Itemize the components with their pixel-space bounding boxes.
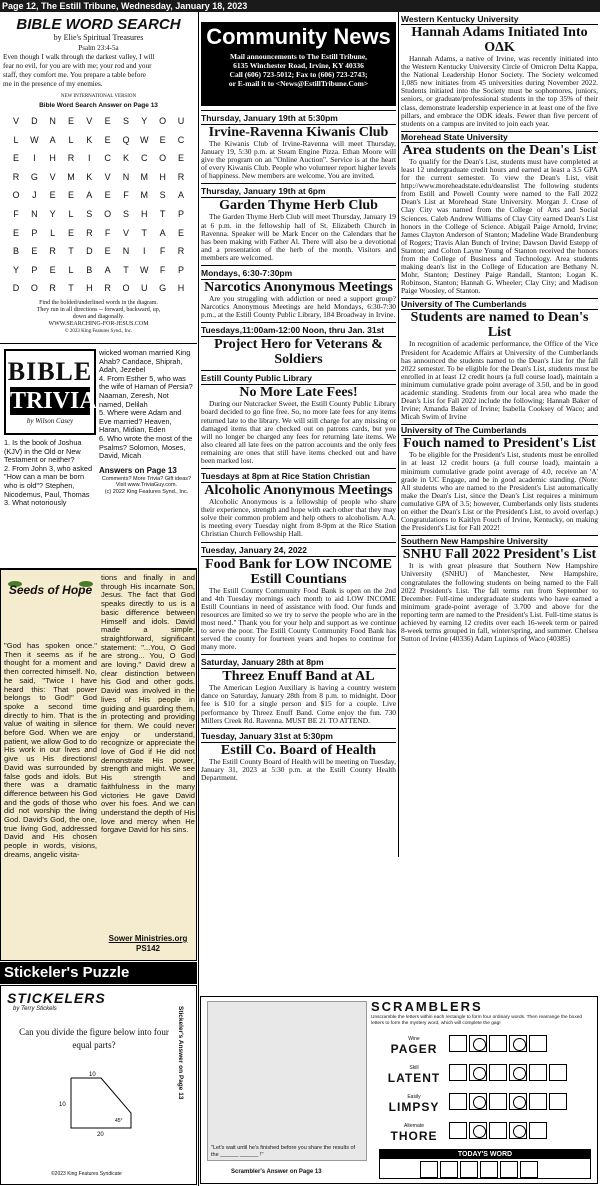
todays-word-label: TODAY'S WORD xyxy=(380,1150,590,1159)
todays-word xyxy=(379,1149,591,1179)
college-article xyxy=(401,131,598,296)
word-search-cell: A xyxy=(159,227,166,238)
college-school: Morehead State University xyxy=(401,131,508,142)
scrambler-label: Skill xyxy=(409,1064,419,1071)
word-search-cell: I xyxy=(143,246,146,257)
scrambler-label: Easily xyxy=(407,1093,421,1100)
word-search-row xyxy=(8,224,189,243)
word-search-cell: M xyxy=(140,171,149,182)
mail-line: Mail announcements to The Estill Tribune, xyxy=(229,52,368,61)
word-search-cell: V xyxy=(86,116,93,126)
word-search-cell: E xyxy=(12,227,19,238)
word-search-cell: L xyxy=(13,134,19,145)
trivia-left-questions xyxy=(4,439,96,508)
word-search-row xyxy=(8,168,189,187)
stickelers-byline: by Terry Stickels xyxy=(13,1006,57,1012)
verse-text xyxy=(0,53,197,89)
word-search-byline: by Elie's Spiritual Treasures xyxy=(53,33,144,42)
college-title: Area students on the Dean's List xyxy=(402,142,597,158)
footer-line: WWW.SEARCHING-FOR-JESUS.COM xyxy=(48,320,149,327)
article-body: The American Legion Auxiliary is having a country western dance on Saturday, January 28th from 8 p.m. to midnight. Door fee is $10 for a single person and $15 for a couple. Live performance by Threez Enuff Band. Come enjoy the fun. 730 Millers Creek Rd. Ravenna. MUST BE 21 TO ATTEND. xyxy=(201,683,396,725)
word-search-cell: Q xyxy=(122,134,130,145)
word-search-cell: Y xyxy=(141,116,148,126)
trivia-answers-note: Answers on Page 13 xyxy=(99,465,177,475)
article-title: Threez Enuff Band at AL xyxy=(201,668,396,684)
puzzle-copyright: ©2023 King Features Syndicate xyxy=(51,1171,122,1177)
word-search-cell: H xyxy=(159,171,166,182)
word-search-cell: B xyxy=(12,246,19,257)
word-search-cell: E xyxy=(104,190,111,201)
word-search-cell: R xyxy=(12,171,20,182)
community-items xyxy=(201,110,396,785)
word-search-cell: F xyxy=(159,246,166,257)
scramblers-instructions: Unscramble the letters within each rectangle to form four ordinary words. Then rearrange the boxed letters to form the mystery word, which will complete the gag! xyxy=(371,1015,583,1026)
word-search-cell: E xyxy=(67,116,74,126)
word-search-cell: G xyxy=(30,171,38,182)
word-search-cell: G xyxy=(159,283,167,294)
scramblers-caption: "Let's wait until he's finished before you share the results of the ______ ______ !" xyxy=(211,1145,356,1158)
article-when: Thursday, January 19th at 6pm xyxy=(201,186,326,197)
word-search-cell: E xyxy=(49,190,56,201)
word-search-cell: R xyxy=(177,246,185,257)
trivia-byline: by Wilson Casey xyxy=(26,417,74,425)
verse-line: Even though I walk through the darkest valley, I will xyxy=(3,53,155,61)
mail-line: Call (606) 723-5012; Fax to (606) 723-2743; xyxy=(229,70,368,79)
word-search-cell: K xyxy=(86,134,93,145)
word-search-cell: E xyxy=(177,153,184,164)
word-search-cell: N xyxy=(122,171,130,182)
article-title: Alcoholic Anonymous Meetings xyxy=(201,482,396,498)
word-search-cell: N xyxy=(49,116,56,126)
college-article xyxy=(401,14,598,128)
community-article xyxy=(201,110,396,180)
article-title: Garden Thyme Herb Club xyxy=(201,197,396,213)
scramblers-cartoon xyxy=(207,1001,367,1161)
college-title: Fouch named to President's List xyxy=(401,435,598,451)
word-search-cell: E xyxy=(31,246,38,257)
word-search-cell: V xyxy=(49,171,56,182)
footer-line: They run in all directions -- forward, backward, up, xyxy=(36,306,161,313)
word-search-row xyxy=(8,131,189,150)
word-search-cell: S xyxy=(86,208,93,219)
word-search-cell: A xyxy=(104,264,111,275)
article-body: Are you struggling with addiction or need a support group? Narcotics Anonymous Meetings are held Mondays, 6:30-7:30 p.m., at the Estill County Public Library, 184 Broadway in Irvine. xyxy=(201,294,396,320)
word-search-cell: P xyxy=(177,208,184,219)
footer-line: Find the bolded/underlined words in the diagram. xyxy=(39,299,158,306)
trivia-right-questions xyxy=(99,349,194,496)
college-title: SNHU Fall 2022 President's List xyxy=(402,547,597,563)
word-search-cell: H xyxy=(141,208,148,219)
word-search-cell: S xyxy=(159,190,166,201)
word-search-row xyxy=(8,149,189,168)
word-search-cell: H xyxy=(177,283,185,294)
seeds-footer-link: Sower Ministries.org xyxy=(108,934,188,943)
college-school: Southern New Hampshire University xyxy=(401,536,548,547)
dim-left: 10 xyxy=(59,1102,66,1108)
trivia-logo-top: BIBLE xyxy=(7,357,93,386)
community-article xyxy=(201,728,396,782)
word-search-cell: A xyxy=(86,190,93,201)
word-search-cell: O xyxy=(104,208,112,219)
article-title: Narcotics Anonymous Meetings xyxy=(201,279,396,295)
trivia-question: 6. Who wrote the most of the Psalms? Solomon, Moses, David, Micah xyxy=(99,433,193,461)
article-title: Food Bank for LOW INCOME Estill Countians xyxy=(201,556,396,587)
footer-line: down and diagonally. xyxy=(72,313,125,320)
word-search-cell: P xyxy=(31,264,38,275)
community-mail xyxy=(201,52,396,88)
word-search-cell: L xyxy=(68,134,74,145)
seeds-col2: tions and finally in and through His incarnate Son, Jesus. The fact that God speaks directly to us is a basic difference between Himself and idols. David made a simple, straightforward, significant statement: "...You, O God are strong... You, O God are loving." David drew a clear distinction between his God and other gods. David was involved in the lives of His people in guiding and guarding them, in protecting and providing for them. We could never enjoy or understand, recognize or appreciate the love of God if He did not demonstrate His power, strength and might. We see His strength and faithfulness in the many victories He gave David over his foes. And we can understand the depth of His love and mercy when He forgave David for his sins. xyxy=(101,573,195,835)
word-search-cell: S xyxy=(122,208,129,219)
verse-line: me in the presence of my enemies. xyxy=(3,80,103,88)
puzzle-figure xyxy=(51,1068,151,1138)
word-search-cell: D xyxy=(12,283,20,294)
word-search-cell: V xyxy=(104,171,111,182)
scrambler-answer-boxes[interactable] xyxy=(449,1093,569,1115)
word-search-cell: J xyxy=(32,190,37,201)
word-search-cell: N xyxy=(122,246,130,257)
stickelers-logo: STICKELERS xyxy=(7,990,106,1006)
word-search-row xyxy=(8,242,189,261)
scrambler-word-row xyxy=(379,1089,594,1118)
scramblers-words xyxy=(379,1031,594,1147)
word-search-cell: E xyxy=(49,264,56,275)
scrambler-word: PAGER xyxy=(390,1041,438,1056)
answer-note: Bible Word Search Answer on Page 13 xyxy=(39,102,158,109)
article-body: Alcoholic Anonymous is a fellowship of people who share their experience, strength and hope with each other that they may solve their common problem and help others to alcoholism. A.A. is meeting every Tuesday night from 8-9pm at the Rice Station Christian Church Fellowship Hall. xyxy=(201,497,396,539)
word-search-cell: L xyxy=(50,227,56,238)
word-search-cell: U xyxy=(141,283,148,294)
scramblers xyxy=(200,996,598,1184)
article-when: Tuesdays at 8pm at Rice Station Christian xyxy=(201,471,370,482)
scrambler-word-row xyxy=(379,1031,594,1060)
word-search-cell: F xyxy=(104,227,111,238)
word-search-cell: S xyxy=(122,116,129,126)
word-search-cell: T xyxy=(68,246,74,257)
verse-ref: Psalm 23:4-5a xyxy=(78,44,119,52)
word-search-cell: W xyxy=(30,134,39,145)
mail-line: 6135 Winchester Road, Irvine, KY 40336 xyxy=(233,61,364,70)
word-search-cell: A xyxy=(177,190,184,201)
word-search-cell: O xyxy=(12,190,20,201)
word-search-row xyxy=(8,279,189,298)
scrambler-label: Wine xyxy=(408,1035,420,1042)
puzzle-answer-note: Stickeler's Answer on Page 13 xyxy=(177,1006,184,1100)
word-search-cell: D xyxy=(86,246,93,257)
trivia-copyright: (c) 2022 King Features Synd., Inc. xyxy=(104,488,189,495)
word-search-row xyxy=(8,112,189,131)
word-search-cell: W xyxy=(140,264,149,275)
word-search-row xyxy=(8,186,189,205)
scrambler-word: THORE xyxy=(390,1128,438,1143)
community-title: Community News xyxy=(206,24,391,49)
dim-angle: 45° xyxy=(115,1118,123,1124)
college-school: University of The Cumberlands xyxy=(401,299,527,310)
trivia-question: 4. From Esther 5, who was the wife of Haman of Persia? Naaman, Zeresh, Not named, Delilah xyxy=(99,373,193,409)
word-search-cell: C xyxy=(141,153,148,164)
word-search-cell: O xyxy=(30,283,38,294)
word-search-cell: H xyxy=(86,283,93,294)
trivia-logo xyxy=(4,349,96,435)
word-search-cell: Y xyxy=(49,208,56,219)
trivia-question: 3. What notoriously xyxy=(4,498,67,508)
word-search-footer xyxy=(0,300,197,328)
word-search-cell: R xyxy=(49,246,56,257)
article-when: Mondays, 6:30-7:30pm xyxy=(201,268,293,279)
page-header: Page 12, The Estill Tribune, Wednesday, January 18, 2023 xyxy=(0,0,600,12)
word-search-cell: B xyxy=(86,264,93,275)
word-search-title: BIBLE WORD SEARCH xyxy=(16,16,181,33)
article-when: Thursday, January 19th at 5:30pm xyxy=(201,113,338,123)
word-search-cell: P xyxy=(31,227,38,238)
word-search-cell: R xyxy=(177,171,185,182)
article-title: No More Late Fees! xyxy=(201,384,396,400)
college-body: Hannah Adams, a native of Irvine, was recently initiated into the Western Kentucky University Circle of Omicron Delta Kappa, the National Leadership Honor Society. The Society welcomed 1,085 new initiates from 45 universities during November 2022. Students initiated into the Society must be sophomores, juniors, seniors, or graduate/professional students in the top 35% of their class, demonstrate leadership experience in at least one of the five pillars, and embrace the ODK ideals. Fewer than five percent of students on a campus are invited to join each year. xyxy=(401,54,598,128)
word-search-row xyxy=(8,205,189,224)
seeds-footer xyxy=(101,934,195,954)
word-search-cell: K xyxy=(86,171,93,182)
word-search-cell: V xyxy=(12,116,19,126)
word-search-cell: N xyxy=(31,208,38,219)
article-when: Estill County Public Library xyxy=(201,373,312,384)
word-search-copyright: © 2023 King Features Synd., Inc. xyxy=(64,328,133,334)
scramblers-title: SCRAMBLERS xyxy=(371,999,483,1014)
seeds-code: PS142 xyxy=(135,944,161,953)
trivia-question: 2. From John 3, who asked "How can a man be born who is old"? Stephen, Nicodemus, Paul, Thomas xyxy=(4,463,93,499)
trivia-promo: Comments? More Trivia? Gift ideas? Visit www.TriviaGuy.com. xyxy=(101,475,192,489)
article-title: Estill Co. Board of Health xyxy=(201,742,396,758)
word-search-cell: O xyxy=(122,283,130,294)
mail-line: or E-mail it to <News@EstillTribune.Com> xyxy=(228,79,369,88)
word-search-cell: H xyxy=(49,153,56,164)
word-search-cell: I xyxy=(88,153,91,164)
word-search-grid xyxy=(0,112,197,298)
word-search-cell: R xyxy=(86,227,93,238)
article-title: Irvine-Ravenna Kiwanis Club xyxy=(201,124,396,140)
community-article xyxy=(201,183,396,262)
word-search-cell: L xyxy=(68,264,74,275)
college-title: Hannah Adams Initiated Into OΔK xyxy=(401,24,598,55)
word-search-cell: L xyxy=(68,208,74,219)
word-search-cell: M xyxy=(140,190,149,201)
article-body: The Garden Thyme Herb Club will meet Thursday, January 19 at 6 p.m. in the fellowship hall of St. Elizabeth Church in Ravenna. Speaker will be Mark Encer on the Calendars that he has been making with Father Al. There will also be a devotional and a presentation of the herb of the month. Visitors and members are welcomed. xyxy=(201,212,396,262)
trivia-question: 5. Where were Adam and Eve married? Heaven, Haran, Midian, Eden xyxy=(99,408,182,435)
word-search-cell: R xyxy=(104,283,111,294)
word-search-cell: Y xyxy=(12,264,19,275)
article-body: The Estill County Community Food Bank is open on the 2nd and 4th Tuesday mornings each month to aid LOW INCOME Estill Countians in need of assistance with food. Our funds and resources are limited so we try to serve the people who are in the most need." Thank you for your help and support as we continue to serve the poor. The Estill County Community Food Bank has served the county for fourteen years and hopes to continue for many more. xyxy=(201,585,396,652)
word-search-cell: E xyxy=(12,153,19,164)
word-search-cell: F xyxy=(159,264,166,275)
word-search-cell: W xyxy=(140,134,149,145)
word-search-cell: E xyxy=(67,190,74,201)
seeds-col1: "God has spoken once." Then it seems as if he thought for a moment and then corrected himself. No, he said, "Twice I have heard this: That power belongs to God!" God spoke a second time directly to him. That is the value of waiting in silence before God. When we are patient, we allow God to do His work in our lives and give us His directions! David was surrounded by false gods and idols. But there was a dramatic difference between his God and the gods of those who did not worship the living God. David's God, the one, true living God, addressed David and His chosen people in words, visions, dreams, angelic visita- xyxy=(4,641,97,859)
verse-line: staff, they comfort me. You prepare a table before xyxy=(3,71,146,79)
word-search-cell: O xyxy=(159,153,167,164)
scrambler-label: Alternate xyxy=(403,1122,424,1129)
bible-word-search xyxy=(0,14,197,344)
bible-trivia xyxy=(0,345,197,568)
article-when: Tuesday, January 24, 2022 xyxy=(201,544,307,555)
trivia-question: 1. Is the book of Joshua (KJV) in the Old or New Testament or neither? xyxy=(4,438,82,465)
word-search-row xyxy=(8,261,189,280)
scrambler-answer-boxes[interactable] xyxy=(449,1035,549,1057)
stickelers-puzzle xyxy=(0,985,197,1185)
college-items xyxy=(401,14,598,646)
college-body: It is with great pleasure that Southern New Hampshire University (SNHU) of Manchester, New Hampshire, congratulates the following students on being named to the Fall 2022 President's List. The fall terms run from September to December. Full-time undergraduate students who have earned a minimum grade-point average of 3.700 and above for the reporting term are named to the President's List. Full-time status is achieved by earning 12 credits over each 16-week term or paired 8-week terms grouped in fall, winter/spring, and summer. Chelsea Sutton of Irvine (40336) Adam Lupinos of Waco (40385) xyxy=(401,561,598,644)
version-label: NEW INTERNATIONAL VERSION xyxy=(60,94,137,99)
trivia-logo-bottom: TRIVIA xyxy=(10,388,97,414)
seeds-of-hope xyxy=(0,569,197,961)
community-banner xyxy=(201,22,396,106)
scramblers-answer-note: Scrambler's Answer on Page 13 xyxy=(231,1169,322,1175)
word-search-cell: T xyxy=(141,227,148,238)
word-search-cell: T xyxy=(159,208,166,219)
word-search-cell: T xyxy=(68,283,74,294)
scrambler-word-row xyxy=(379,1060,594,1089)
college-article xyxy=(401,424,598,532)
college-school: Western Kentucky University xyxy=(401,14,519,24)
college-school: University of The Cumberlands xyxy=(401,425,527,436)
puzzle-question: Can you divide the figure below into four equal parts? xyxy=(19,1027,169,1050)
college-article xyxy=(401,535,598,643)
college-body: To be eligible for the President's List, students must be enrolled in at least 12 credit hours (a full course load), maintain a minimum cumulative grade point average of 4.0, receive an 'A' grade in UC Engage, and be in good academic standing. (Note: All students who are named to the President's List automatically make the Dean's List, since the Dean's List requires a minimum cumulative GPA of 3.5; however, Cumberlands only lists students on either the Dean's List or the President's List, to avoid overlap.) Congratulations to Kaitlyn Fouch of Irvine, Kentucky, on making the President's List for Fall 2022! xyxy=(401,450,598,533)
word-search-cell: K xyxy=(122,153,129,164)
scrambler-word-row xyxy=(379,1118,594,1147)
word-search-cell: E xyxy=(177,227,184,238)
article-when: Saturday, January 28th at 8pm xyxy=(201,657,324,668)
verse-line: fear no evil, for you are with me; your rod and your xyxy=(3,62,152,70)
word-search-cell: E xyxy=(67,227,74,238)
word-search-cell: C xyxy=(177,134,185,145)
word-search-cell: T xyxy=(123,264,129,275)
word-search-cell: R xyxy=(67,153,75,164)
seeds-title: Seeds of Hope xyxy=(8,583,93,597)
article-body: During our Nutcracker Sweet, the Estill County Public Library board decided to go fine free. So, no more late fees for any items returned late to the library. We will still charge for any missing or damaged items that are checked out on patrons cards, but you will no longer be charged any fees for returning late items. We also cleared all late fees on the patron accounts and the only fees remaining are ones that still have items checked out and have been marked lost. xyxy=(201,399,396,465)
seeds-title-block xyxy=(3,574,98,638)
scrambler-word: LATENT xyxy=(387,1070,441,1085)
college-body: To qualify for the Dean's List, students must have completed at least 12 undergraduate credit hours and earned at least a 3.5 GPA for the current semester. To view the Dean's List, visit http://www.moreheadstate.edu/deanslist The following students from Estill and Powell County were named to the Fall 2022 Dean's List at Morehead State University. Morgan J. Crase of Clay City was named from the College of Arts and Social Sciences. Caleb Andrew Williams of Clay City earned Dean's List honors in the College of Science. Abigail Paige Arnold, Irvine; James Clayton Anderson of Stanton; Madeline Wade Brandenburg of Rogers; Travis Alan Bunch of Irvine; Dawson David Estepp of Stanton; and Colton Layne Young of Stanton received the honors from the College of Business and Technology. Area students making dean's list in the College of Education are Bethany N. Mohr, Stanton; Destiney Paige Randall, Stanton; Logan K. Robinson, Stanton; Hannah G. Wheeler; Clay City; and Madison Paige Woosley, of Stanton. xyxy=(401,156,598,296)
scrambler-word: LIMPSY xyxy=(388,1099,440,1114)
word-search-cell: E xyxy=(159,134,166,145)
article-when: Tuesday, January 31st at 5:30pm xyxy=(201,730,333,741)
article-body: The Kiwanis Club of Irvine-Ravenna will meet Thursday, January 19, 5:30 p.m. at Steam Engine Pizza. Ethan Moore will give the program on an "Online Auction". Service is at the heart of every Kiwanis Club. People who volunteer report higher levels of happiness. New members are welcome. You are invited. xyxy=(201,139,396,181)
article-when: Tuesdays,11:00am-12:00 Noon, thru Jan. 31st xyxy=(201,325,385,336)
college-title: Students are named to Dean's List xyxy=(401,309,598,340)
article-body: The Estill County Board of Health will be meeting on Tuesday, January 31, 2023 at 5:30 p.m. at the Estill County Health Department. xyxy=(201,756,396,782)
word-search-cell: V xyxy=(122,227,129,238)
community-article xyxy=(201,542,396,652)
word-search-cell: F xyxy=(13,208,19,219)
puzzle-banner: Stickeler's Puzzle xyxy=(0,962,197,984)
word-search-cell: E xyxy=(104,246,111,257)
scrambler-answer-boxes[interactable] xyxy=(449,1122,549,1144)
word-search-cell: E xyxy=(104,134,111,145)
word-search-cell: E xyxy=(104,116,111,126)
word-search-cell: D xyxy=(31,116,38,126)
word-search-cell: A xyxy=(49,134,56,145)
community-article xyxy=(201,322,396,367)
dim-bottom: 20 xyxy=(97,1132,104,1138)
article-title: Project Hero for Veterans & Soldiers xyxy=(201,336,396,367)
community-article xyxy=(201,654,396,724)
community-article xyxy=(201,370,396,465)
dim-top: 10 xyxy=(89,1072,96,1078)
community-article xyxy=(201,265,396,319)
word-search-cell: R xyxy=(49,283,56,294)
word-search-cell: O xyxy=(159,116,167,126)
scrambler-answer-boxes[interactable] xyxy=(449,1064,569,1086)
college-body: In recognition of academic performance, the Office of the Vice President for Academic Affairs at University of the Cumberlands has announced the students named to the Dean's List for the fall 2022 semester. To be eligible for the Dean's List, students must be enrolled in at least 12 credit hours (a full course load), maintain a minimum cumulative grade point average of 3.50, and be in good academic standing. Students from our local area who made the Dean's List for Fall 2022 include the following: Hannah Baker of Irvine; Amanda Baker of Irvine; Isabella Cooksey of Waco; and Micah Swim of Irvine xyxy=(401,339,598,422)
college-article xyxy=(401,298,598,421)
word-search-cell: I xyxy=(33,153,36,164)
word-search-cell: U xyxy=(177,116,185,126)
word-search-cell: C xyxy=(104,153,111,164)
word-search-cell: F xyxy=(123,190,129,201)
trivia-question: wicked woman married King Ahab? Candace, Shiprah, Adah, Jezebel xyxy=(99,348,191,375)
word-search-cell: P xyxy=(177,264,184,275)
community-article xyxy=(201,468,396,538)
word-search-cell: M xyxy=(67,171,75,182)
